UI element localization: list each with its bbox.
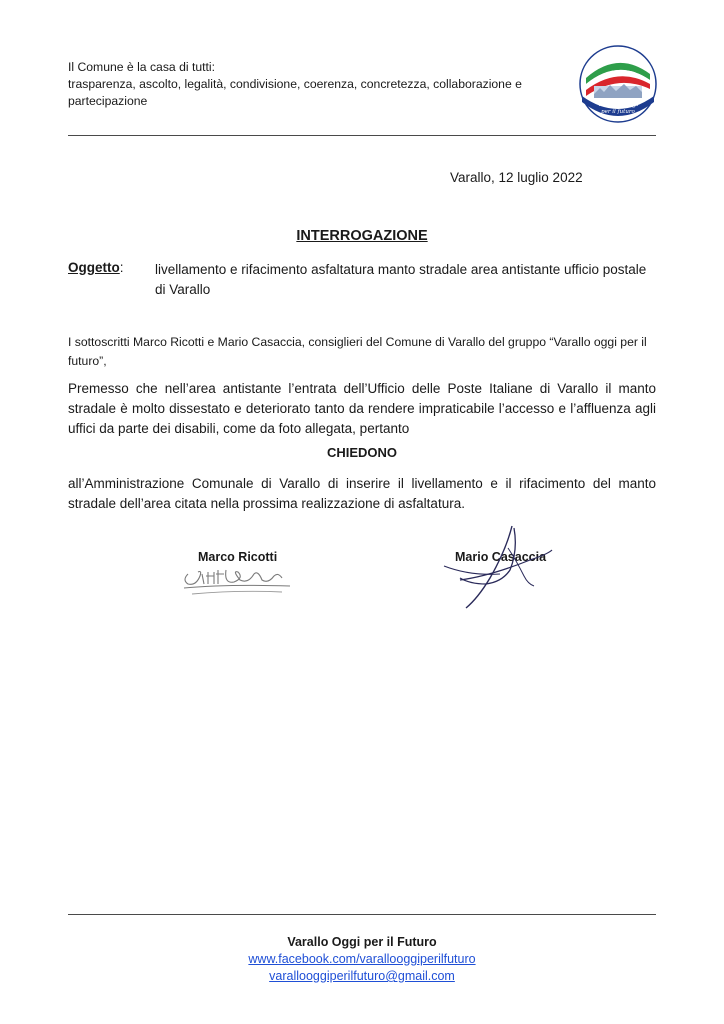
letter-date: Varallo, 12 luglio 2022 (450, 170, 583, 185)
footer-divider (68, 914, 656, 915)
motto-line-2: trasparenza, ascolto, legalità, condivisione, coerenza, concretezza, collaborazione e partecipazione (68, 77, 522, 108)
signature-mario-casaccia (430, 520, 560, 615)
facebook-link[interactable]: www.facebook.com/varallooggiperilfuturo (248, 952, 476, 966)
footer-email (0, 968, 724, 985)
email-link[interactable]: varallooggiperilfuturo@gmail.com (269, 969, 455, 983)
footer-organization: Varallo Oggi per il Futuro (287, 935, 437, 949)
signatories-paragraph: I sottoscritti Marco Ricotti e Mario Casaccia, consiglieri del Comune di Varallo del gruppo “Varallo oggi per il futuro”, (68, 335, 647, 368)
logo-text-2: per il futuro (601, 109, 635, 115)
logo-text-1: Varallo Oggi (597, 100, 639, 108)
header-motto (68, 59, 568, 110)
header-divider (68, 135, 656, 136)
document-title: INTERROGAZIONE (296, 228, 428, 244)
subject-text: livellamento e rifacimento asfaltatura manto stradale area antistante ufficio postale di Varallo (155, 262, 647, 297)
motto-line-1: Il Comune è la casa di tutti: (68, 60, 215, 74)
signatory-name-1: Marco Ricotti (198, 550, 278, 564)
footer-facebook (0, 951, 724, 968)
subject-label-text: Oggetto (68, 260, 120, 275)
premise-paragraph: Premesso che nell’area antistante l’entrata dell’Ufficio delle Poste Italiane di Varallo il manto stradale è molto dissestato e deteriorato tanto da rendere impraticabile l’accesso e l’affluenza agli uffici da parte dei disabili, come da foto allegata, pertanto (68, 381, 656, 436)
request-heading: CHIEDONO (326, 445, 398, 460)
subject-label: Oggetto: (68, 260, 124, 275)
signature-marco-ricotti (178, 560, 298, 600)
request-paragraph: all’Amministrazione Comunale di Varallo di inserire il livellamento e il rifacimento del manto stradale dell’area citata nella prossima realizzazione di asfaltatura. (68, 476, 656, 511)
varallo-logo (578, 44, 658, 124)
signatory-name-2: Mario Casaccia (455, 550, 547, 564)
